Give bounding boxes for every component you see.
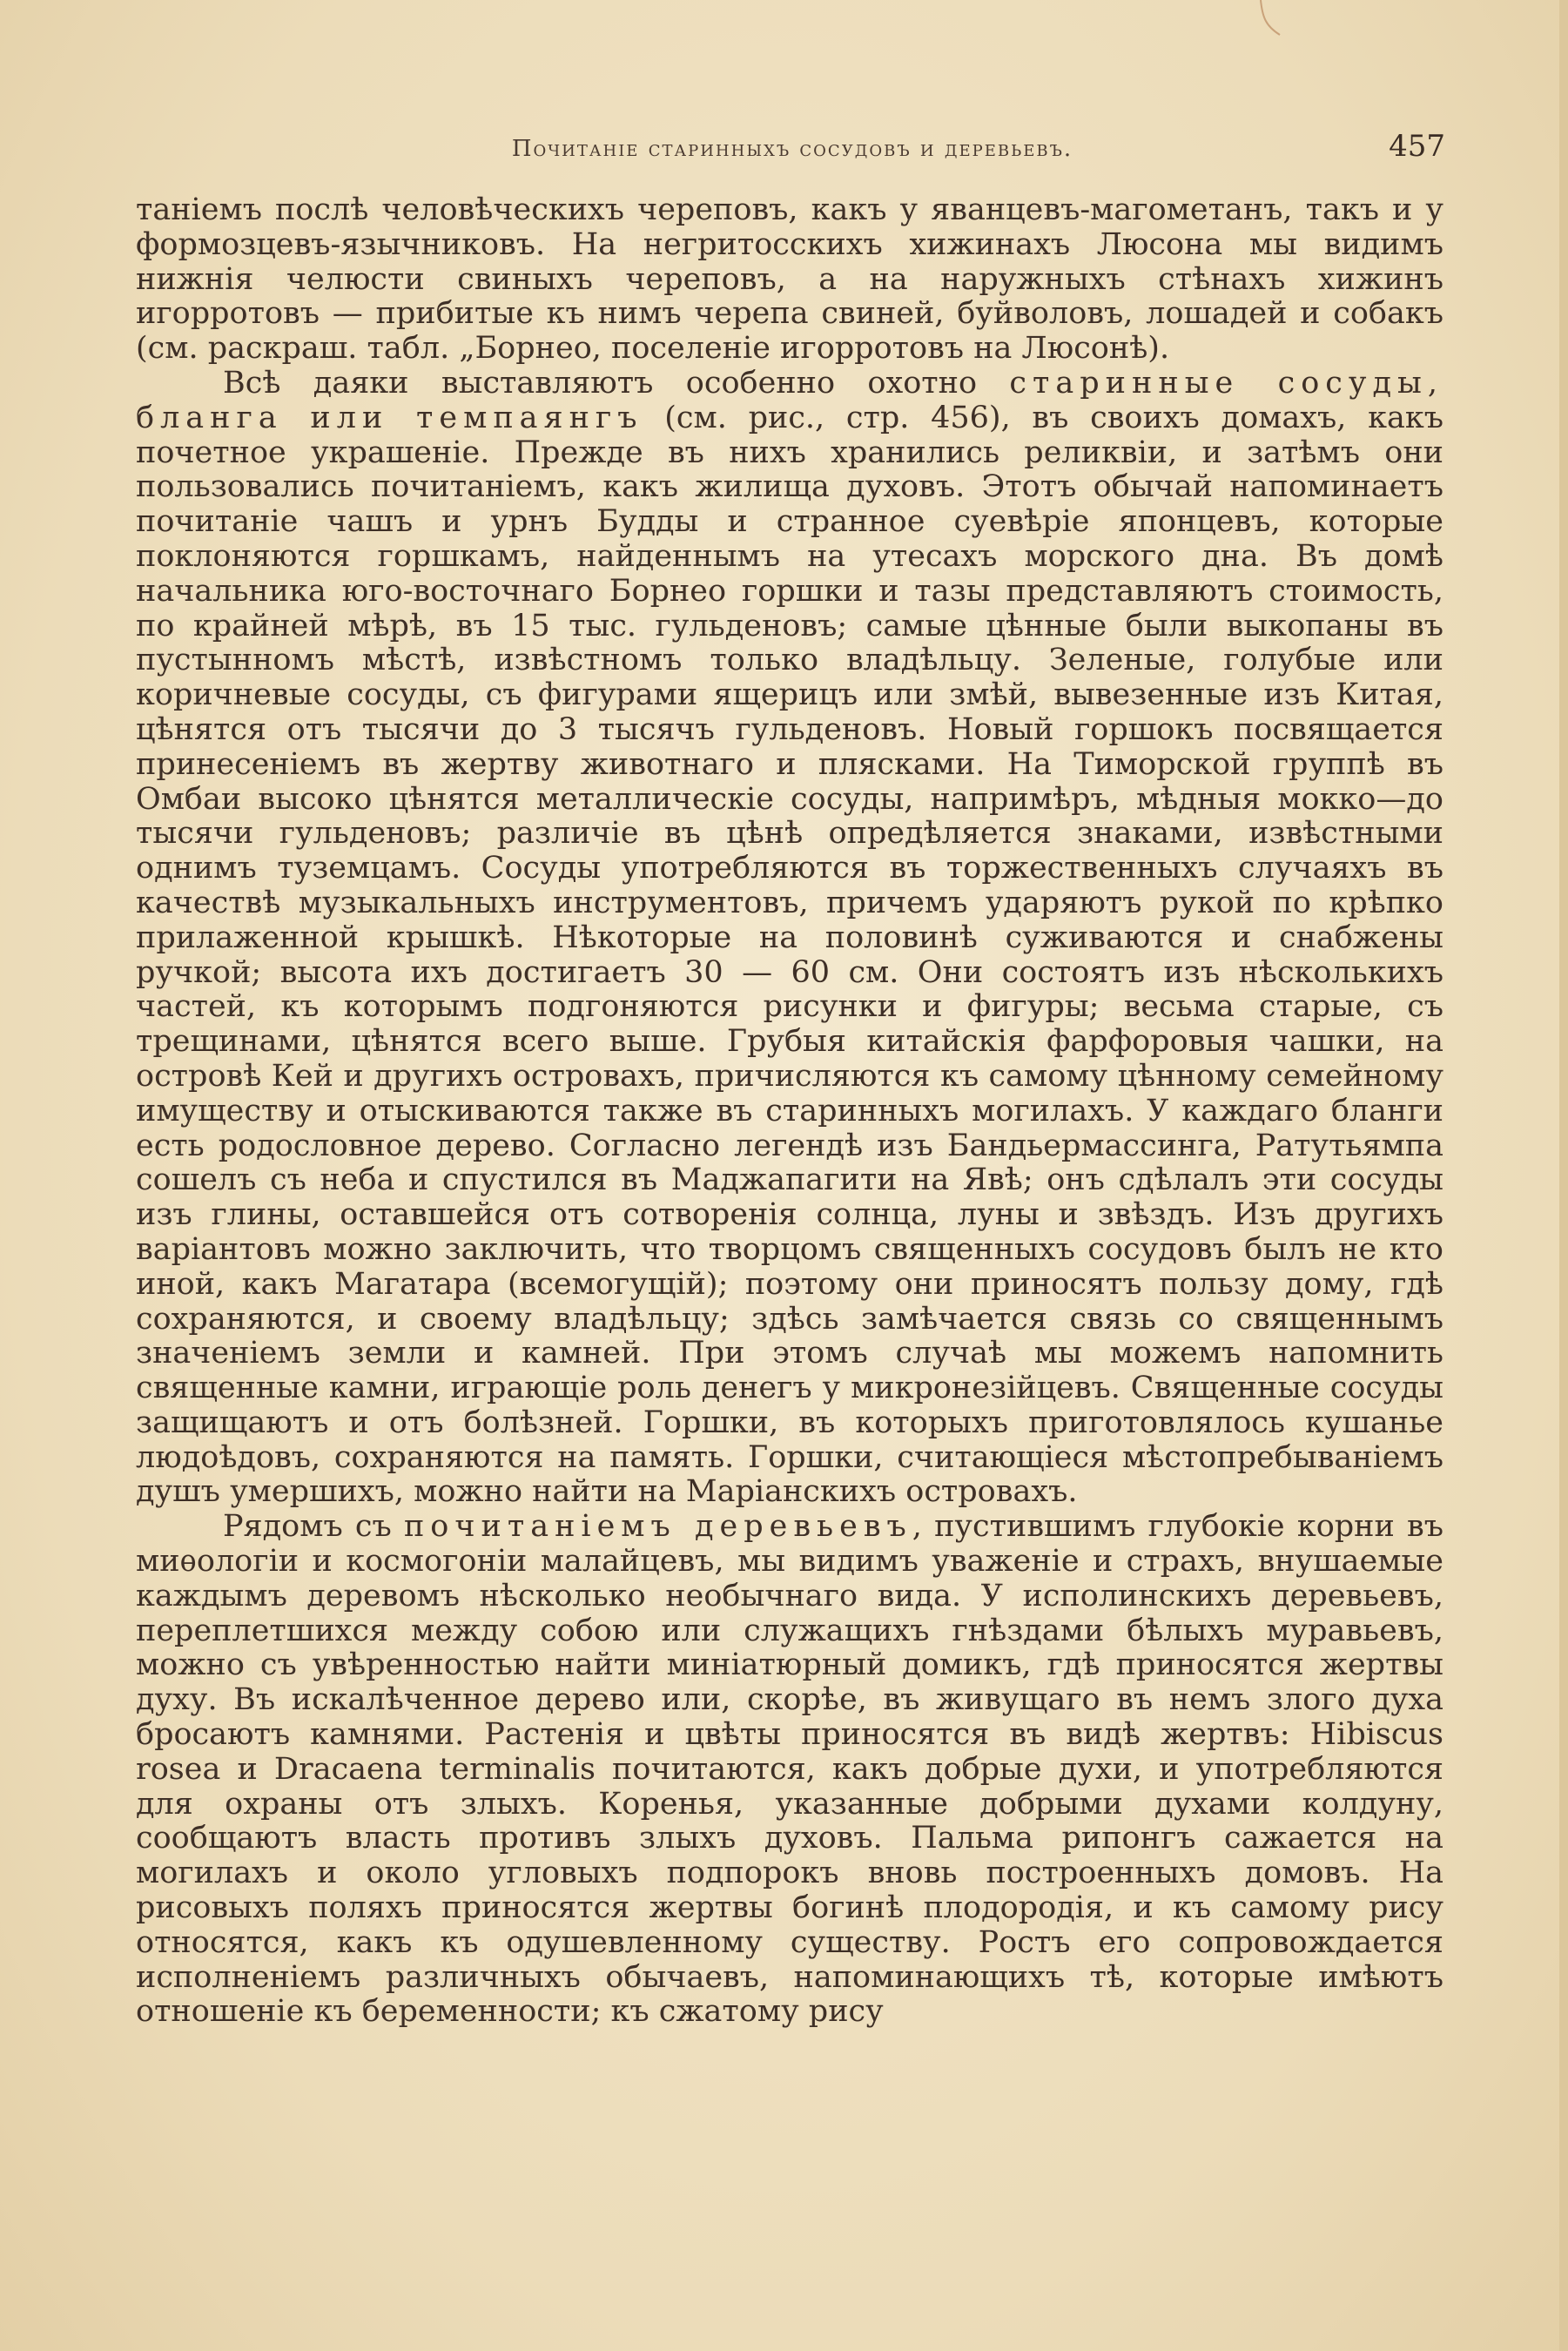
emphasized-text: старинные сосуды, бланга или темпаянгъ: [136, 365, 1444, 435]
running-head: Почитаніе старинныхъ сосудовъ и деревьевъ.: [511, 136, 1073, 162]
paragraph: [136, 1510, 1444, 2030]
paragraph-text: , пустившимъ глубокіе корни въ миѳологіи и космогоніи малайцевъ, мы видимъ уваженіе и страхъ, внушаемые каждымъ деревомъ нѣсколько необычнаго вида. У исполинскихъ деревьевъ, переплетшихся между собою или служащихъ гнѣздами бѣлыхъ муравьевъ, можно съ увѣренностью найти миніатюрный домикъ, гдѣ приносятся жертвы духу. Въ искалѣченное дерево или, скорѣе, въ живущаго въ немъ злого духа бросаютъ камнями. Растенія и цвѣты приносятся въ видѣ жертвъ: Hibiscus rosea и Dracaena terminalis почитаются, какъ добрые духи, и употребляются для охраны отъ злыхъ. Коренья, указанные добрыми духами колдуну, сообщаютъ власть противъ злыхъ духовъ. Пальма рипонгъ сажается на могилахъ и около угловыхъ подпорокъ вновь построенныхъ домовъ. На рисовыхъ поляхъ приносятся жертвы богинѣ плодородія, и къ самому рису относятся, какъ къ одушевленному существу. Ростъ его сопровождается исполненіемъ различныхъ обычаевъ, напоминающихъ тѣ, которые имѣютъ отношеніе къ беременности; къ сжатому рису: [136, 1509, 1444, 2030]
paragraph: [136, 367, 1444, 1510]
page-edge: [1559, 0, 1568, 2351]
body-text: [136, 193, 1444, 2030]
paragraph-text: (см. рис., стр. 456), въ своихъ домахъ, какъ почетное украшеніе. Прежде въ нихъ хранились реликвіи, и затѣмъ они пользовались почитаніемъ, какъ жилища духовъ. Этотъ обычай напоминаетъ почитаніе чашъ и урнъ Будды и странное суевѣріе японцевъ, которые поклоняются горшкамъ, найденнымъ на утесахъ морского дна. Въ домѣ начальника юго-восточнаго Борнео горшки и тазы представляютъ стоимость, по крайней мѣрѣ, въ 15 тыс. гульденовъ; самые цѣнные были выкопаны въ пустынномъ мѣстѣ, извѣстномъ только владѣльцу. Зеленые, голубые или коричневые сосуды, съ фигурами ящерицъ или змѣй, вывезенные изъ Китая, цѣнятся отъ тысячи до 3 тысячъ гульденовъ. Новый горшокъ посвящается принесеніемъ въ жертву животнаго и плясками. На Тиморской группѣ въ Омбаи высоко цѣнятся металлическіе сосуды, напримѣръ, мѣдныя мокко—до тысячи гульденовъ; различіе въ цѣнѣ опредѣляется знаками, извѣстными однимъ туземцамъ. Сосуды употребляются въ торжественныхъ случаяхъ въ качествѣ музыкальныхъ инструментовъ, причемъ ударяютъ рукой по крѣпко прилаженной крышкѣ. Нѣкоторые на половинѣ суживаются и снабжены ручкой; высота ихъ достигаетъ 30 — 60 см. Они состоятъ изъ нѣсколькихъ частей, къ которымъ подгоняются рисунки и фигуры; весьма старые, съ трещинами, цѣнятся всего выше. Грубыя китайскія фарфоровыя чашки, на островѣ Кей и другихъ островахъ, причисляются къ самому цѣнному семейному имуществу и отыскиваются также въ старинныхъ могилахъ. У каждаго бланги есть родословное дерево. Согласно легендѣ изъ Бандьермассинга, Ратутьямпа сошелъ съ неба и спустился въ Маджапагити на Явѣ; онъ сдѣлалъ эти сосуды изъ глины, оставшейся отъ сотворенія солнца, луны и звѣздъ. Изъ другихъ варіантовъ можно заключить, что творцомъ священныхъ сосудовъ былъ не кто иной, какъ Магатара (всемогущій); поэтому они приносятъ пользу дому, гдѣ сохраняются, и своему владѣльцу; здѣсь замѣчается связь со священнымъ значеніемъ земли и камней. При этомъ случаѣ мы можемъ напомнить священные камни, играющіе роль денегъ у микронезійцевъ. Священные сосуды защищаютъ и отъ болѣзней. Горшки, въ которыхъ приготовлялось кушанье людоѣдовъ, сохраняются на память. Горшки, считающіеся мѣстопребываніемъ душъ умершихъ, можно найти на Маріанскихъ островахъ.: [136, 400, 1444, 1510]
paragraph-text: Всѣ даяки выставляютъ особенно охотно: [223, 365, 1010, 401]
paragraph-text: таніемъ послѣ человѣческихъ череповъ, какъ у яванцевъ-магометанъ, такъ и у формозцевъ-язычниковъ. На негритосскихъ хижинахъ Люсона мы видимъ нижнія челюсти свиныхъ череповъ, а на наружныхъ стѣнахъ хижинъ игорротовъ — прибитые къ нимъ черепа свиней, буйволовъ, лошадей и собакъ (см. раскраш. табл. „Борнео, поселеніе игорротовъ на Люсонѣ).: [136, 192, 1444, 367]
page-corner-mark: [1254, 0, 1289, 52]
paragraph-text: Рядомъ съ: [223, 1509, 404, 1545]
emphasized-text: почитаніемъ деревьевъ: [403, 1509, 912, 1545]
page-header: [139, 129, 1445, 172]
paragraph: [136, 193, 1444, 367]
page-number: 457: [1389, 129, 1445, 164]
